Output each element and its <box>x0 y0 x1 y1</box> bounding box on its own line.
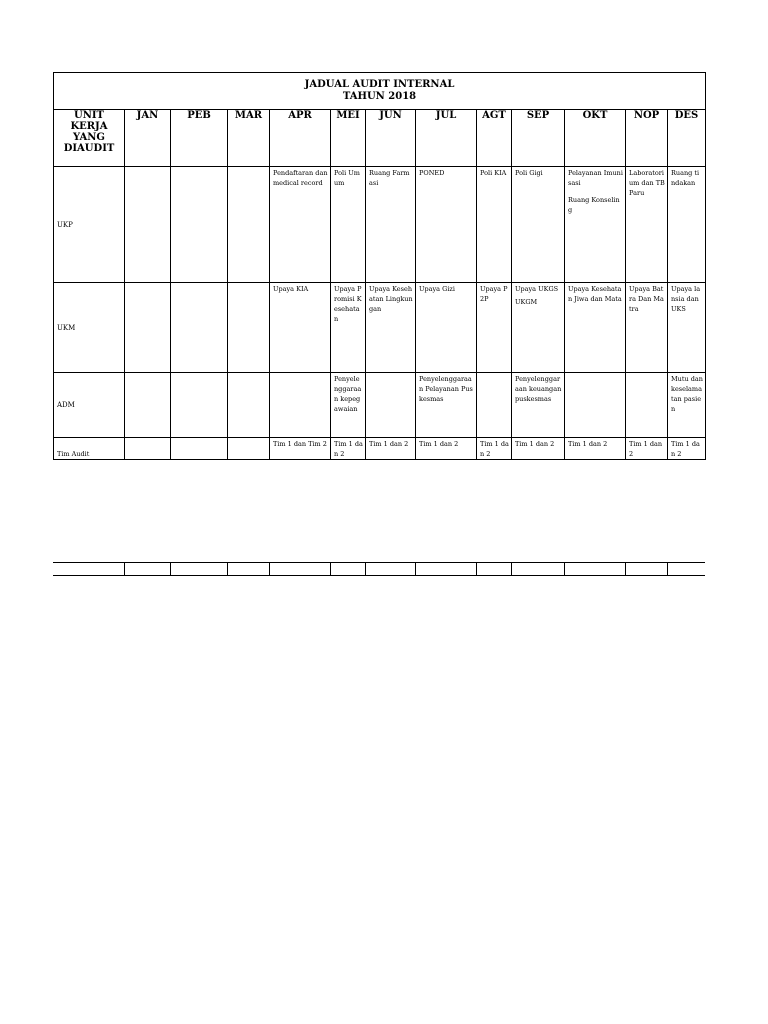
table-cell <box>228 167 270 283</box>
table-row-ukm <box>54 283 706 373</box>
header-month-peb: PEB <box>171 110 228 167</box>
table-cell: Upaya lansia dan UKS <box>668 283 706 373</box>
column-divider <box>476 563 477 575</box>
table-cell <box>171 373 228 438</box>
table-cell <box>626 373 668 438</box>
table-cell <box>228 373 270 438</box>
table-cell <box>228 283 270 373</box>
table-cell: Upaya KIA <box>270 283 331 373</box>
column-divider <box>625 563 626 575</box>
row-label-ukm: UKM <box>54 283 125 373</box>
header-row <box>54 110 706 167</box>
header-month-apr: APR <box>270 110 331 167</box>
column-divider <box>269 563 270 575</box>
table-row-tim-audit <box>54 438 706 460</box>
table-cell: Upaya Batra Dan Matra <box>626 283 668 373</box>
column-divider <box>511 563 512 575</box>
column-divider <box>365 563 366 575</box>
table-cell: Upaya P2P <box>477 283 512 373</box>
table-cell: Tim 1 dan Tim 2 <box>270 438 331 460</box>
column-divider <box>415 563 416 575</box>
header-month-jun: JUN <box>366 110 416 167</box>
table-cell: Tim 1 dan 2 <box>331 438 366 460</box>
title-line-2: TAHUN 2018 <box>342 91 417 102</box>
table-cell <box>125 373 171 438</box>
column-divider <box>227 563 228 575</box>
column-divider <box>124 563 125 575</box>
header-month-des: DES <box>668 110 706 167</box>
table-cell: Ruang tindakan <box>668 167 706 283</box>
header-month-sep: SEP <box>512 110 565 167</box>
row-label-ukp: UKP <box>54 167 125 283</box>
column-divider <box>330 563 331 575</box>
table-cell <box>171 438 228 460</box>
table-row-ukp <box>54 167 706 283</box>
audit-sheet <box>53 72 705 460</box>
header-unit-kerja: UNIT KERJA YANG DIAUDIT <box>54 110 125 167</box>
header-month-mei: MEI <box>331 110 366 167</box>
table-cell <box>171 167 228 283</box>
table-title <box>54 73 706 110</box>
table-cell: PONED <box>416 167 477 283</box>
header-month-mar: MAR <box>228 110 270 167</box>
table-cell <box>270 373 331 438</box>
table-cell: Tim 1 dan 2 <box>626 438 668 460</box>
header-month-jan: JAN <box>125 110 171 167</box>
header-month-nop: NOP <box>626 110 668 167</box>
continuation-row <box>53 562 705 576</box>
table-cell: Upaya Kesehatan Jiwa dan Mata <box>565 283 626 373</box>
row-label-tim-audit: Tim Audit <box>54 438 125 460</box>
table-cell: Upaya UKGS UKGM <box>512 283 565 373</box>
table-cell <box>125 438 171 460</box>
table-cell <box>228 438 270 460</box>
table-cell: Poli Gigi <box>512 167 565 283</box>
table-cell <box>366 373 416 438</box>
table-cell: Tim 1 dan 2 <box>477 438 512 460</box>
column-divider <box>170 563 171 575</box>
table-cell: Upaya Kesehatan Lingkungan <box>366 283 416 373</box>
header-month-okt: OKT <box>565 110 626 167</box>
table-cell: Upaya Gizi <box>416 283 477 373</box>
table-cell <box>477 373 512 438</box>
table-cell <box>125 167 171 283</box>
table-cell: Penyelenggaraan keuangan puskesmas <box>512 373 565 438</box>
table-row-adm <box>54 373 706 438</box>
table-cell: Penyelenggaraan Pelayanan Puskesmas <box>416 373 477 438</box>
row-label-adm: ADM <box>54 373 125 438</box>
audit-schedule-table <box>53 72 706 460</box>
table-cell: Mutu dan keselamatan pasien <box>668 373 706 438</box>
column-divider <box>667 563 668 575</box>
table-cell <box>125 283 171 373</box>
table-cell <box>565 373 626 438</box>
header-month-agt: AGT <box>477 110 512 167</box>
title-line-1: JADUAL AUDIT INTERNAL <box>304 79 455 90</box>
table-cell: Tim 1 dan 2 <box>668 438 706 460</box>
table-cell: Tim 1 dan 2 <box>366 438 416 460</box>
table-cell <box>171 283 228 373</box>
table-cell: Ruang Farmasi <box>366 167 416 283</box>
table-cell: Upaya Promisi Kesehatan <box>331 283 366 373</box>
table-cell: Pendaftaran dan medical record <box>270 167 331 283</box>
table-cell: Tim 1 dan 2 <box>565 438 626 460</box>
table-cell: Laboratorium dan TB Paru <box>626 167 668 283</box>
table-cell: Tim 1 dan 2 <box>416 438 477 460</box>
table-cell: Tim 1 dan 2 <box>512 438 565 460</box>
table-cell: Poli Umum <box>331 167 366 283</box>
header-month-jul: JUL <box>416 110 477 167</box>
table-cell: Poli KIA <box>477 167 512 283</box>
table-cell: Penyelenggaraan kepegawaian <box>331 373 366 438</box>
column-divider <box>564 563 565 575</box>
table-cell: Pelayanan Imunisasi Ruang Konseling <box>565 167 626 283</box>
